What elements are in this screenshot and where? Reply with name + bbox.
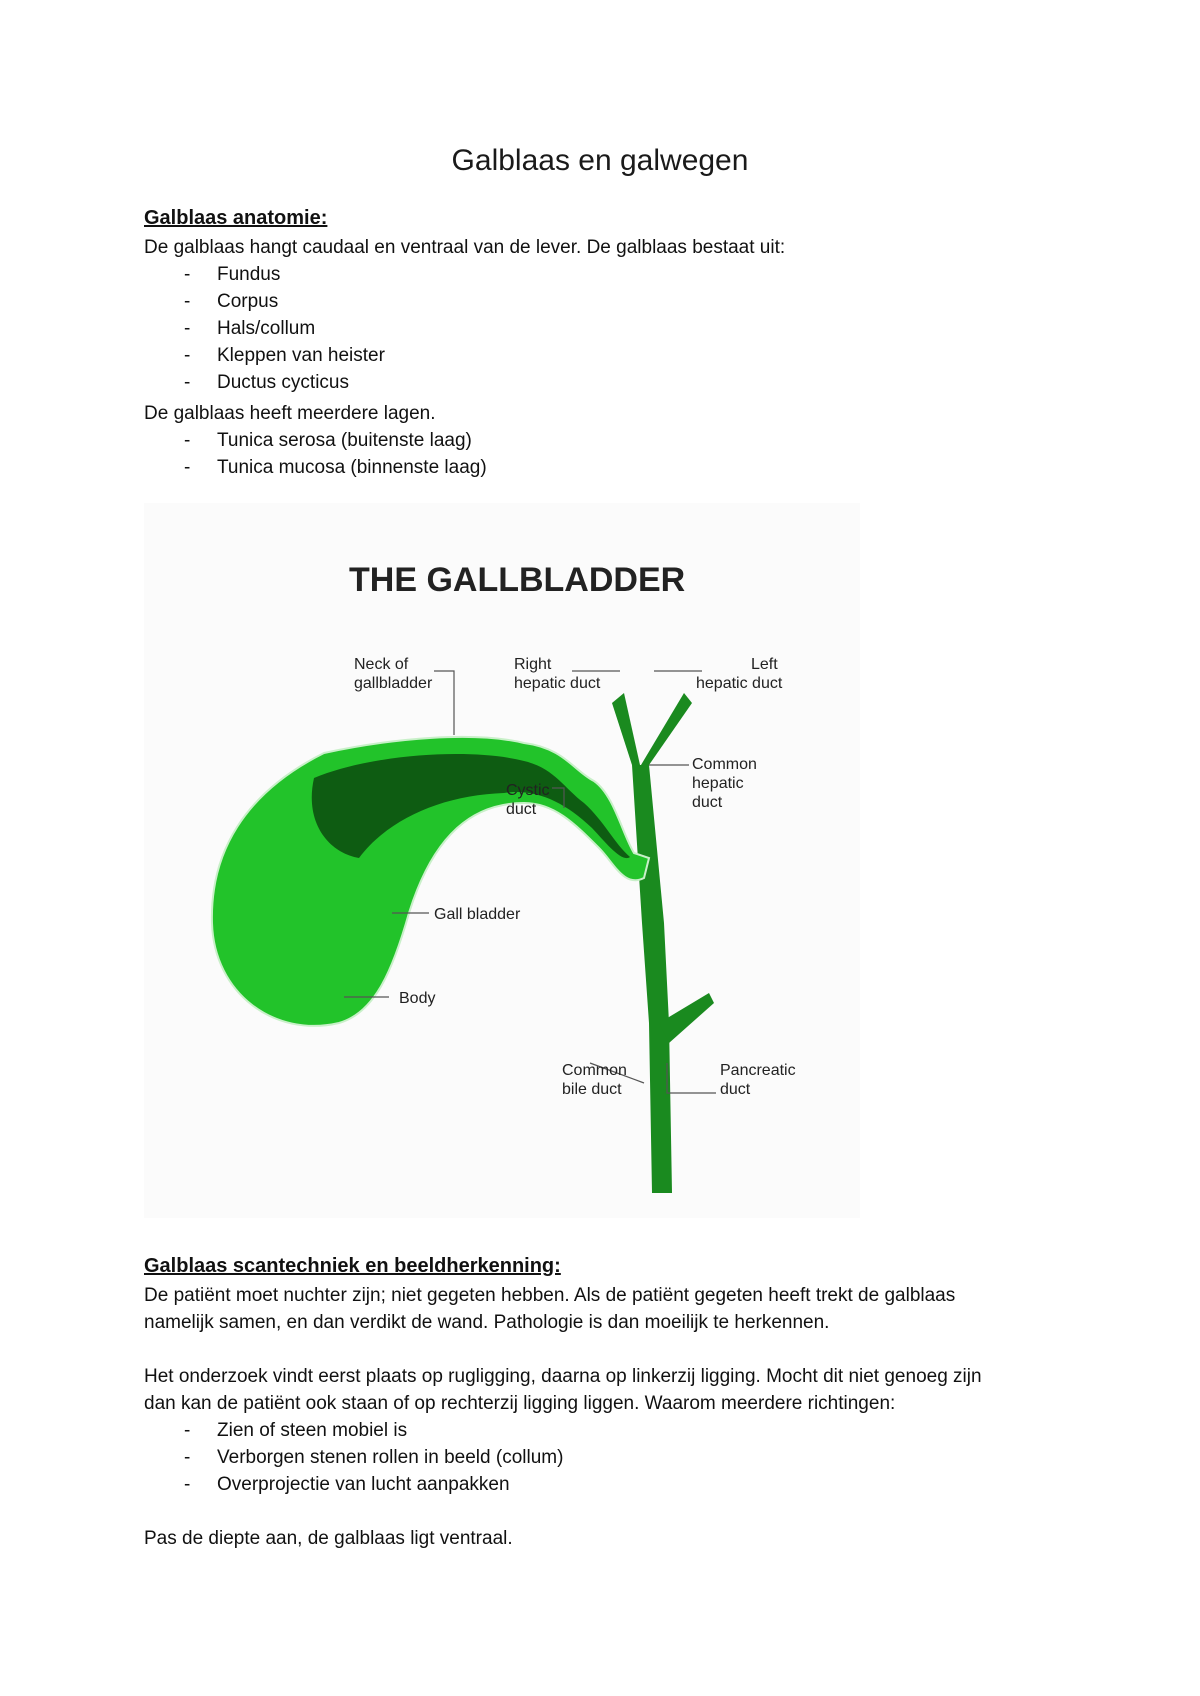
label-neck: gallbladder <box>354 675 433 692</box>
label-common-hepatic: Common <box>692 756 757 773</box>
list-item: - Zien of steen mobiel is <box>184 1420 408 1441</box>
layers-list <box>144 427 487 481</box>
page-title: Galblaas en galwegen <box>451 144 749 177</box>
label-right-hepatic: hepatic duct <box>514 675 601 692</box>
text-line: Het onderzoek vindt eerst plaats op rugligging, daarna op linkerzij ligging. Mocht dit niet genoeg zijn <box>144 1366 982 1387</box>
scan-paragraph-2 <box>144 1363 982 1417</box>
figure-title: THE GALLBLADDER <box>349 561 686 599</box>
closing-line: Pas de diepte aan, de galblaas ligt ventraal. <box>144 1528 513 1549</box>
list-item: - Tunica serosa (buitenste laag) <box>184 430 472 451</box>
label-cystic: Cystic <box>506 782 550 799</box>
section-heading-anatomy: Galblaas anatomie: <box>144 207 328 229</box>
list-item: - Hals/collum <box>184 318 316 339</box>
layers-intro: De galblaas heeft meerdere lagen. <box>144 403 436 424</box>
text-line: De patiënt moet nuchter zijn; niet gegeten hebben. Als de patiënt gegeten heeft trekt de galblaas <box>144 1285 956 1306</box>
label-common-hepatic: duct <box>692 794 723 811</box>
label-body: Body <box>399 990 436 1007</box>
anatomy-intro: De galblaas hangt caudaal en ventraal van de lever. De galblaas bestaat uit: <box>144 237 786 258</box>
label-left-hepatic: hepatic duct <box>696 675 783 692</box>
list-item: - Kleppen van heister <box>184 345 385 366</box>
section-heading-scan: Galblaas scantechniek en beeldherkenning: <box>144 1255 561 1277</box>
list-item: - Ductus cycticus <box>184 372 349 393</box>
label-gall-bladder: Gall bladder <box>434 906 521 923</box>
scan-paragraph-1 <box>144 1282 955 1336</box>
label-left-hepatic: Left <box>751 656 778 673</box>
gallbladder-diagram <box>144 503 860 1218</box>
label-common-bile: Common <box>562 1062 627 1079</box>
text-line: dan kan de patiënt ook staan of op rechterzij ligging liggen. Waarom meerdere richtingen: <box>144 1393 896 1414</box>
label-cystic: duct <box>506 801 537 818</box>
text-line: namelijk samen, en dan verdikt de wand. Pathologie is dan moeilijk te herkennen. <box>144 1312 830 1333</box>
parts-list <box>144 261 385 396</box>
label-common-hepatic: hepatic <box>692 775 744 792</box>
label-common-bile: bile duct <box>562 1081 622 1098</box>
reasons-list <box>144 1417 563 1498</box>
label-neck: Neck of <box>354 656 409 673</box>
list-item: - Corpus <box>184 291 279 312</box>
label-pancreatic: Pancreatic <box>720 1062 796 1079</box>
list-item: - Overprojectie van lucht aanpakken <box>184 1474 510 1495</box>
list-item: - Fundus <box>184 264 281 285</box>
gallbladder-figure <box>144 503 860 1218</box>
list-item: - Verborgen stenen rollen in beeld (collum) <box>184 1447 564 1468</box>
list-item: - Tunica mucosa (binnenste laag) <box>184 457 487 478</box>
label-right-hepatic: Right <box>514 656 552 673</box>
label-pancreatic: duct <box>720 1081 751 1098</box>
